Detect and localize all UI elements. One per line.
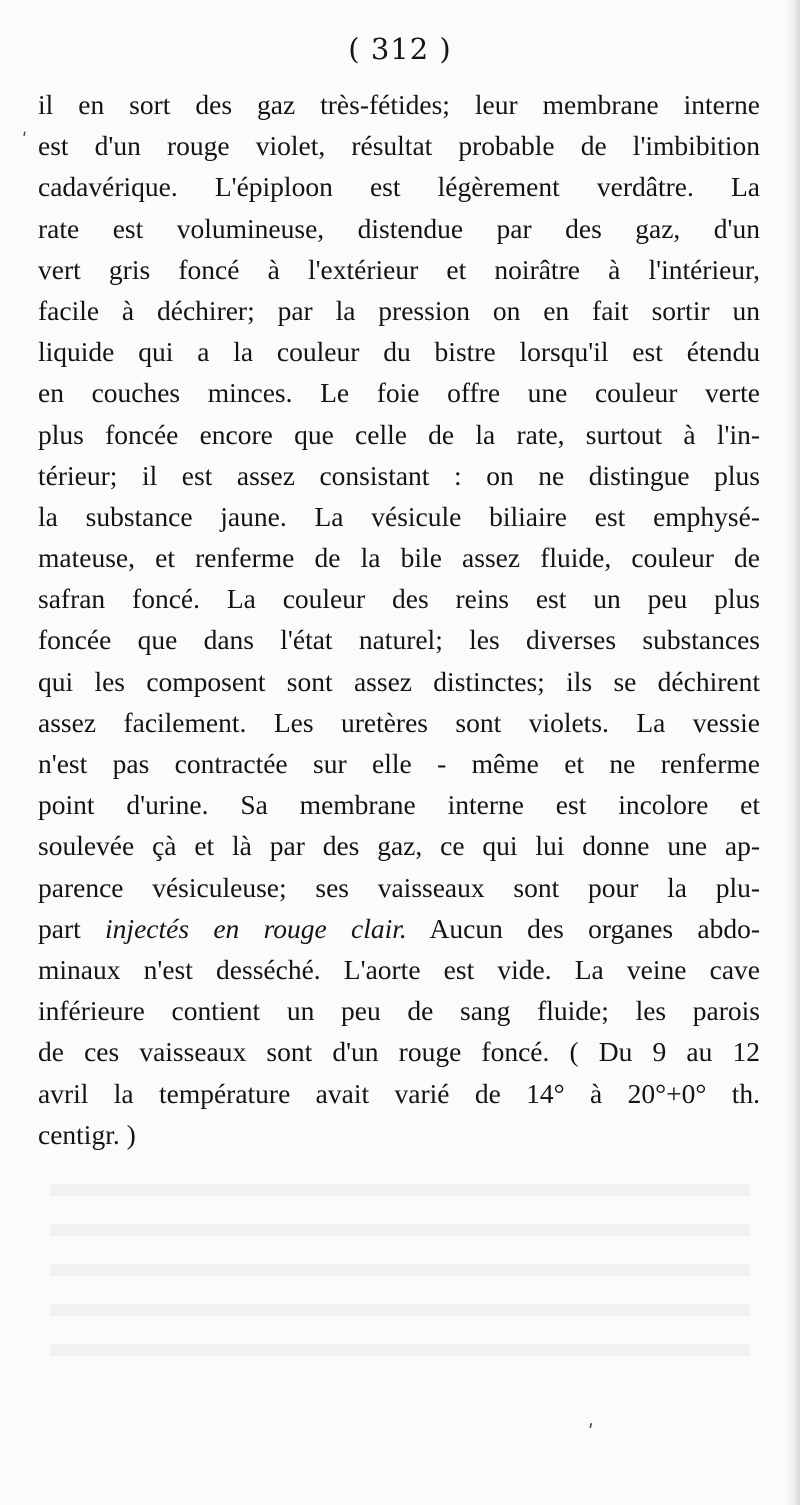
bleed-through-text: [50, 1160, 750, 1360]
text-line: assez facilement. Les uretères sont violets. La vessie: [38, 706, 760, 738]
text-line: en couches minces. Le foie offre une couleur verte: [38, 377, 760, 409]
text-line: est d'un rouge violet, résultat probable de l'imbibition: [38, 130, 760, 162]
text-line: plus foncée encore que celle de la rate, surtout à l'in-: [38, 418, 760, 450]
text-line: térieur; il est assez consistant : on ne distingue plus: [38, 459, 760, 491]
text-line: rate est volumineuse, distendue par des gaz, d'un: [38, 212, 760, 244]
text-line: point d'urine. Sa membrane interne est incolore et: [38, 789, 760, 821]
text-line: liquide qui a la couleur du bistre lorsqu'il est étendu: [38, 336, 760, 368]
page-edge-shadow: [786, 0, 800, 1505]
text-segment: Aucun des organes abdo-: [406, 912, 760, 944]
text-line: facile à déchirer; par la pression on en fait sortir un: [38, 294, 760, 326]
italic-phrase: injectés en rouge clair.: [105, 912, 407, 944]
text-line: vert gris foncé à l'extérieur et noirâtre à l'intérieur,: [38, 253, 760, 285]
text-line: soulevée çà et là par des gaz, ce qui lui donne une ap-: [38, 830, 760, 862]
text-line: parence vésiculeuse; ses vaisseaux sont pour la plu-: [38, 871, 760, 903]
text-line: avril la température avait varié de 14° à 20°+0° th.: [38, 1077, 760, 1109]
text-line: inférieure contient un peu de sang fluide; les parois: [38, 995, 760, 1027]
text-line: n'est pas contractée sur elle - même et ne renferme: [38, 748, 760, 779]
text-line: qui les composent sont assez distinctes; ils se déchirent: [38, 665, 760, 697]
text-line: safran foncé. La couleur des reins est un peu plus: [38, 583, 760, 615]
text-line: de ces vaisseaux sont d'un rouge foncé. ( Du 9 au 12: [38, 1036, 760, 1068]
text-line: mateuse, et renferme de la bile assez fluide, couleur de: [38, 542, 760, 574]
text-line: cadavérique. L'épiploon est légèrement verdâtre. La: [38, 171, 760, 203]
body-text: [38, 84, 760, 1155]
text-line: il en sort des gaz très-fétides; leur membrane interne: [38, 89, 760, 120]
text-line: la substance jaune. La vésicule biliaire est emphysé-: [38, 500, 760, 532]
text-line: centigr. ): [38, 1118, 136, 1150]
text-line: minaux n'est desséché. L'aorte est vide. La veine cave: [38, 953, 760, 985]
margin-mark: ʹ: [588, 1420, 594, 1444]
text-segment: part: [38, 912, 106, 944]
margin-mark: ʹ: [22, 130, 28, 151]
text-line-with-italic: [38, 908, 760, 949]
page-number: ( 312 ): [348, 32, 452, 66]
text-line: foncée que dans l'état naturel; les diverses substances: [38, 624, 760, 656]
